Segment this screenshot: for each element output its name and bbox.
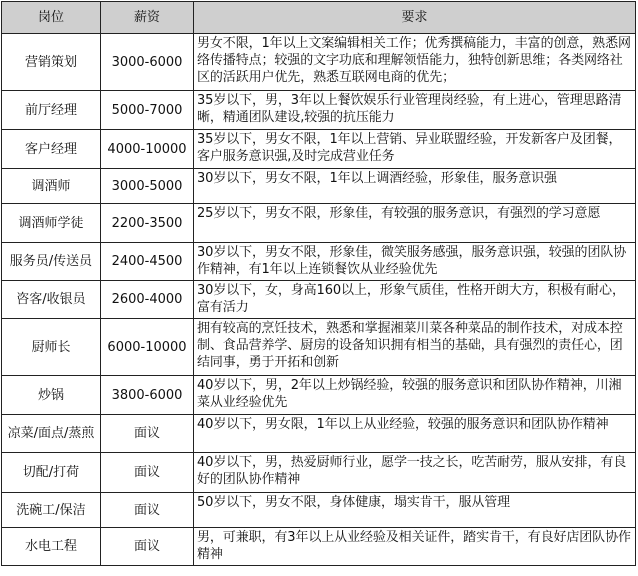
cell-position: 凉菜/面点/蒸煎 — [2, 415, 101, 453]
cell-requirements: 30岁以下，女，身高160以上，形象气质佳，性格开朗大方，积极有耐心，富有活力 — [194, 281, 636, 319]
cell-salary: 4000-10000 — [101, 130, 194, 169]
cell-position: 水电工程 — [2, 528, 101, 566]
table-header-row — [2, 2, 636, 34]
recruitment-table-wrapper — [1, 1, 635, 566]
cell-position: 前厅经理 — [2, 91, 101, 130]
table-row — [2, 169, 636, 204]
cell-salary: 2200-3500 — [101, 204, 194, 243]
cell-requirements: 男女不限，1年以上文案编辑相关工作；优秀撰稿能力，丰富的创意，熟悉网络传播特点；较强的文字功底和理解领悟能力，独特创新思维；各类网络社区的活跃用户优先，熟悉互联网电商的优先； — [194, 34, 636, 91]
table-row — [2, 34, 636, 91]
cell-position: 调酒师学徒 — [2, 204, 101, 243]
table-row — [2, 493, 636, 528]
cell-salary: 3800-6000 — [101, 376, 194, 415]
table-row — [2, 130, 636, 169]
cell-salary: 面议 — [101, 415, 194, 453]
table-row — [2, 376, 636, 415]
cell-salary: 面议 — [101, 493, 194, 528]
table-row — [2, 281, 636, 319]
cell-salary: 5000-7000 — [101, 91, 194, 130]
cell-position: 调酒师 — [2, 169, 101, 204]
cell-requirements: 50岁以下，男女不限，身体健康，塌实肯干，服从管理 — [194, 493, 636, 528]
table-row — [2, 91, 636, 130]
cell-salary: 面议 — [101, 528, 194, 566]
table-row — [2, 319, 636, 376]
cell-position: 咨客/收银员 — [2, 281, 101, 319]
cell-position: 洗碗工/保洁 — [2, 493, 101, 528]
header-salary: 薪资 — [101, 2, 194, 34]
table-row — [2, 243, 636, 281]
table-row — [2, 528, 636, 566]
cell-requirements: 男，可兼职，有3年以上从业经验及相关证件，踏实肯干，有良好店团队协作精神 — [194, 528, 636, 566]
cell-requirements: 30岁以下，男女不限，1年以上调酒经验，形象佳，服务意识强 — [194, 169, 636, 204]
cell-position: 客户经理 — [2, 130, 101, 169]
cell-position: 服务员/传送员 — [2, 243, 101, 281]
cell-salary: 6000-10000 — [101, 319, 194, 376]
header-requirements: 要求 — [194, 2, 636, 34]
recruitment-table — [1, 1, 636, 566]
cell-salary: 3000-5000 — [101, 169, 194, 204]
table-row — [2, 204, 636, 243]
cell-position: 炒锅 — [2, 376, 101, 415]
table-row — [2, 453, 636, 493]
cell-requirements: 35岁以下，男女不限，1年以上营销、异业联盟经验，开发新客户及团餐，客户服务意识强,及时完成营业任务 — [194, 130, 636, 169]
cell-position: 厨师长 — [2, 319, 101, 376]
table-row — [2, 415, 636, 453]
cell-requirements: 40岁以下，男女限，1年以上从业经验，较强的服务意识和团队协作精神 — [194, 415, 636, 453]
cell-salary: 2400-4500 — [101, 243, 194, 281]
cell-requirements: 35岁以下，男，3年以上餐饮娱乐行业管理岗经验，有上进心，管理思路清晰，精通团队建设,较强的抗压能力 — [194, 91, 636, 130]
cell-position: 切配/打荷 — [2, 453, 101, 493]
header-position: 岗位 — [2, 2, 101, 34]
cell-requirements: 25岁以下，男女不限，形象佳，有较强的服务意识，有强烈的学习意愿 — [194, 204, 636, 243]
cell-salary: 面议 — [101, 453, 194, 493]
cell-requirements: 30岁以下，男女不限，形象佳，微笑服务感强，服务意识强，较强的团队协作精神，有1年以上连锁餐饮从业经验优先 — [194, 243, 636, 281]
cell-salary: 3000-6000 — [101, 34, 194, 91]
cell-requirements: 拥有较高的烹饪技术，熟悉和掌握湘菜川菜各种菜品的制作技术，对成本控制、食品营养学、厨房的设备知识拥有相当的基础，具有强烈的责任心，团结同事，勇于开拓和创新 — [194, 319, 636, 376]
cell-position: 营销策划 — [2, 34, 101, 91]
cell-requirements: 40岁以下，男，热爱厨师行业，愿学一技之长，吃苦耐劳，服从安排，有良好的团队协作精神 — [194, 453, 636, 493]
cell-salary: 2600-4000 — [101, 281, 194, 319]
cell-requirements: 40岁以下，男，2年以上炒锅经验，较强的服务意识和团队协作精神，川湘菜从业经验优先 — [194, 376, 636, 415]
